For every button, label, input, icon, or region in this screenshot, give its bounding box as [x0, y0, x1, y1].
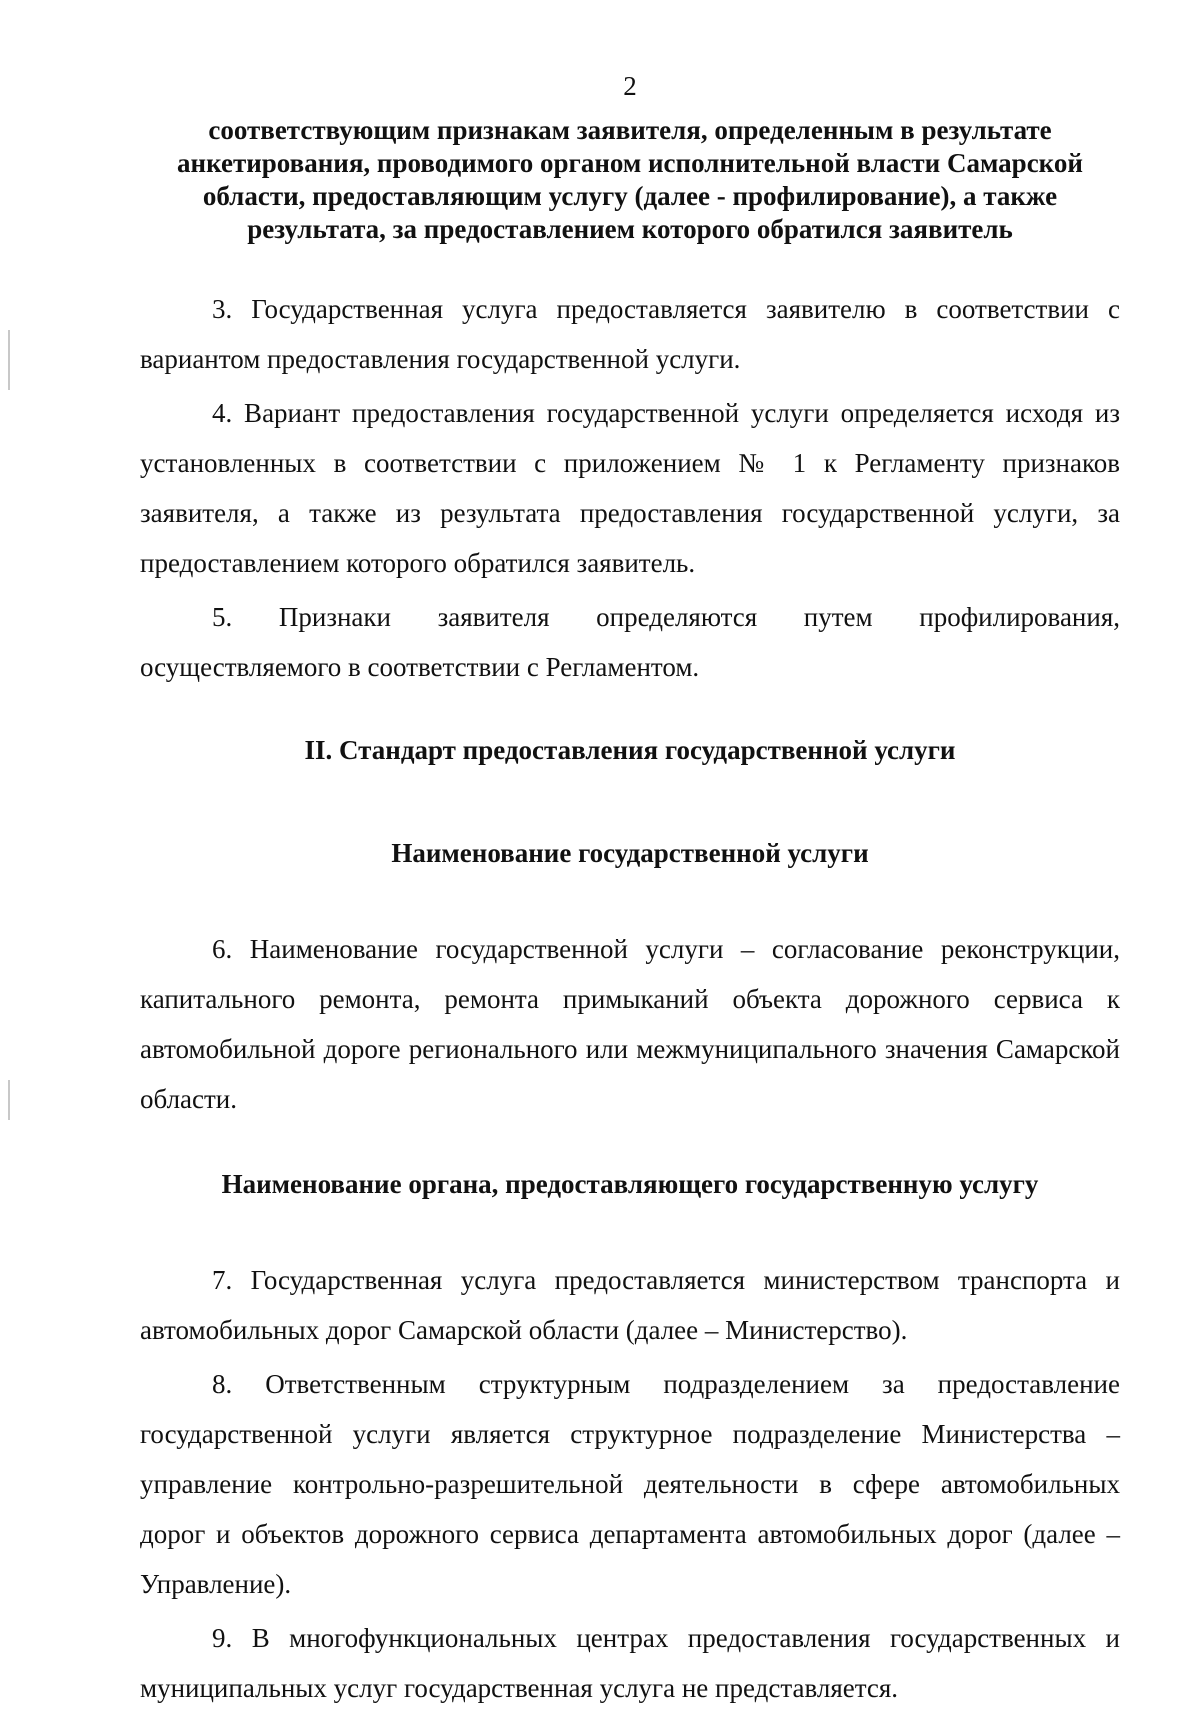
intro-heading: соответствующим признакам заявителя, определенным в результате анкетирования, проводимого органом исполнительной власти Самарской области, предоставляющим услугу (далее - профилирование), а также результата, за предоставлением которого обратился заявитель	[177, 115, 1083, 244]
scan-edge-mark-bottom	[8, 1080, 10, 1120]
paragraph-group-1	[140, 284, 1120, 692]
paragraph-5: 5. Признаки заявителя определяются путем профилирования, осуществляемого в соответствии с Регламентом.	[140, 602, 1120, 682]
paragraph-group-2	[140, 924, 1120, 1124]
paragraph-group-3	[140, 1255, 1120, 1713]
subheading-service-name: Наименование государственной услуги	[391, 838, 869, 868]
paragraph-9: 9. В многофункциональных центрах предоставления государственных и муниципальных услуг государственная услуга не представляется.	[140, 1623, 1120, 1703]
paragraph-4: 4. Вариант предоставления государственной услуги определяется исходя из установленных в соответствии с приложением № 1 к Регламенту признаков заявителя, а также из результата предоставления государственной услуги, за предоставлением которого обратился заявитель.	[140, 398, 1120, 578]
document-page	[140, 70, 1120, 1717]
subheading-authority: Наименование органа, предоставляющего государственную услугу	[221, 1169, 1039, 1199]
paragraph-8: 8. Ответственным структурным подразделением за предоставление государственной услуги является структурное подразделение Министерства – управление контрольно-разрешительной деятельности в сфере автомобильных дорог и объектов дорожного сервиса департамента автомобильных дорог (далее – Управление).	[140, 1369, 1120, 1599]
section-heading: II. Стандарт предоставления государственной услуги	[304, 735, 956, 765]
paragraph-6: 6. Наименование государственной услуги – согласование реконструкции, капитального ремонта, ремонта примыканий объекта дорожного сервиса к автомобильной дороге регионального или межмуниципального значения Самарской области.	[140, 934, 1120, 1114]
scan-edge-mark-top	[8, 330, 10, 390]
paragraph-3: 3. Государственная услуга предоставляется заявителю в соответствии с вариантом предоставления государственной услуги.	[140, 294, 1120, 374]
paragraph-7: 7. Государственная услуга предоставляется министерством транспорта и автомобильных дорог Самарской области (далее – Министерство).	[140, 1265, 1120, 1345]
page-number: 2	[623, 71, 637, 101]
